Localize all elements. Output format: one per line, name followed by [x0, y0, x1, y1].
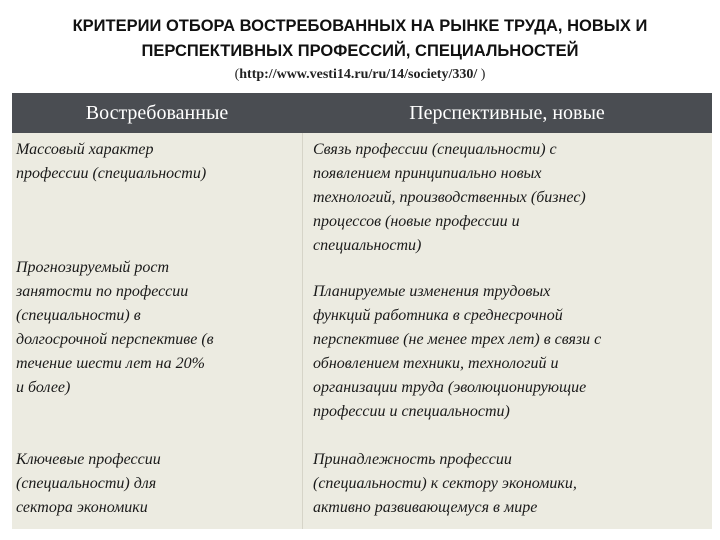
- row-2-right-cell: [313, 280, 709, 424]
- text-line: долгосрочной перспективе (в: [16, 331, 214, 348]
- text-line: (специальности) к сектору экономики,: [313, 475, 577, 492]
- source-close-paren: ): [477, 67, 486, 82]
- text-line: Планируемые изменения трудовых: [313, 283, 551, 300]
- text-line: функций работника в среднесрочной: [313, 307, 563, 324]
- text-line: сектора экономики: [16, 499, 148, 516]
- text-line: организации труда (эволюционирующие: [313, 379, 587, 396]
- text-line: Принадлежность профессии: [313, 451, 512, 468]
- source-citation: [0, 67, 720, 83]
- text-line: Массовый характер: [16, 141, 154, 158]
- text-line: появлением принципиально новых: [313, 165, 542, 182]
- table-header: [12, 93, 712, 133]
- source-open-paren: (: [234, 67, 240, 82]
- column-divider: [302, 133, 303, 529]
- text-line: и более): [16, 379, 71, 396]
- text-line: профессии (специальности): [16, 165, 207, 182]
- text-line: перспективе (не менее трех лет) в связи с: [313, 331, 602, 348]
- criteria-table: [12, 93, 712, 529]
- text-line: занятости по профессии: [16, 283, 189, 300]
- title-line-1: КРИТЕРИИ ОТБОРА ВОСТРЕБОВАННЫХ НА РЫНКЕ ТРУДА, НОВЫХ И: [72, 17, 648, 35]
- text-line: Прогнозируемый рост: [16, 259, 170, 276]
- header-promising-new: Перспективные, новые: [409, 102, 605, 124]
- text-line: Связь профессии (специальности) с: [313, 141, 557, 158]
- source-url[interactable]: http://www.vesti14.ru/ru/14/society/330/: [239, 67, 478, 82]
- row-1-right-cell: [313, 138, 709, 258]
- text-line: обновлением техники, технологий и: [313, 355, 559, 372]
- text-line: технологий, производственных (бизнес): [313, 189, 586, 206]
- row-1-left-cell: [16, 138, 300, 186]
- text-line: Ключевые профессии: [16, 451, 161, 468]
- text-line: процессов (новые профессии и: [313, 213, 520, 230]
- row-3-right-cell: [313, 448, 709, 520]
- text-line: (специальности) для: [16, 475, 157, 492]
- row-2-left-cell: [16, 256, 300, 400]
- slide-title: [0, 14, 720, 64]
- text-line: активно развивающемуся в мире: [313, 499, 538, 516]
- title-line-2: ПЕРСПЕКТИВНЫХ ПРОФЕССИЙ, СПЕЦИАЛЬНОСТЕЙ: [141, 42, 579, 60]
- text-line: профессии и специальности): [313, 403, 510, 420]
- text-line: специальности): [313, 237, 422, 254]
- header-in-demand: Востребованные: [85, 102, 229, 124]
- text-line: течение шести лет на 20%: [16, 355, 205, 372]
- row-3-left-cell: [16, 448, 300, 520]
- text-line: (специальности) в: [16, 307, 141, 324]
